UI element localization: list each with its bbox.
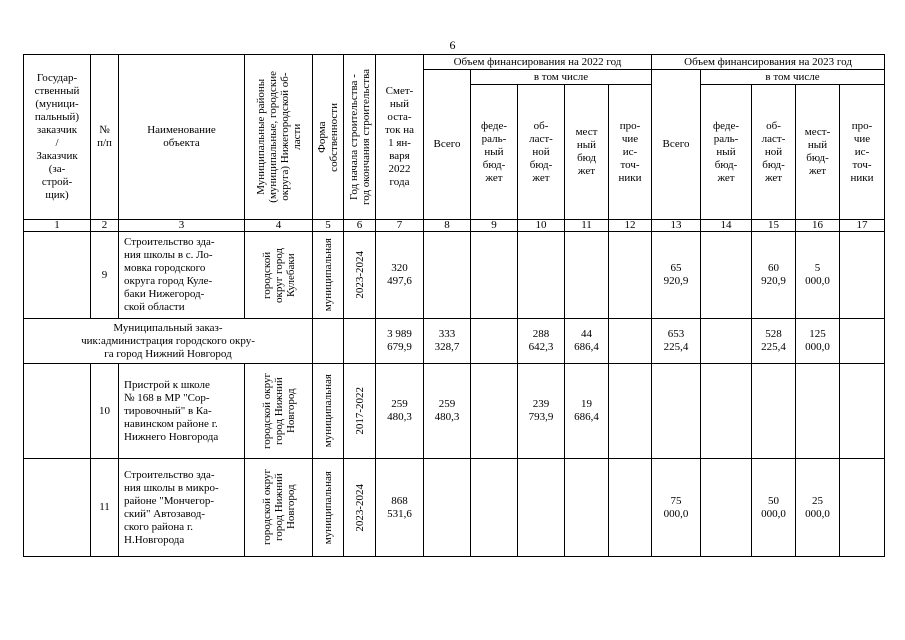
cell-federal-2023 [701,364,752,459]
column-number: 9 [471,220,518,232]
summary-regional-2022: 288 642,3 [518,319,565,364]
column-number: 7 [376,220,424,232]
cell-ownership: муниципальная [313,459,344,557]
cell-customer [24,232,91,319]
summary-local-2023: 125 000,0 [796,319,840,364]
header-row-1 [24,55,885,70]
cell-federal-2022 [471,364,518,459]
summary-total-2022: 333 328,7 [424,319,471,364]
cell-total-2022 [424,459,471,557]
cell-total-2023 [652,364,701,459]
summary-regional-2023: 528 225,4 [752,319,796,364]
page-number: 6 [449,38,456,52]
cell-federal-2022 [471,459,518,557]
cell-years: 2023-2024 [344,232,376,319]
header-regional-2023: об- ласт- ной бюд- жет [752,85,796,220]
header-including-2023: в том числе [701,70,885,85]
column-number: 15 [752,220,796,232]
column-number: 12 [609,220,652,232]
cell-total-2023: 75 000,0 [652,459,701,557]
cell-other-2023 [840,232,885,319]
summary-label: Муниципальный заказ- чик:администрация городского окру- га город Нижний Новгород [24,319,313,364]
cell-district: городской округ город Нижний Новгород [245,364,313,459]
column-number: 16 [796,220,840,232]
header-estimated: Смет- ный оста- ток на 1 ян- варя 2022 года [376,55,424,220]
summary-federal-2022 [471,319,518,364]
header-object-name: Наименование объекта [119,55,245,220]
cell-customer [24,459,91,557]
cell-num: 11 [91,459,119,557]
cell-customer [24,364,91,459]
cell-estimated: 868 531,6 [376,459,424,557]
table-row [24,364,885,459]
header-years: Год начала строительства - год окончания строительства [344,55,376,220]
cell-local-2023: 25 000,0 [796,459,840,557]
header-including-2022: в том числе [471,70,652,85]
column-number-row [24,220,885,232]
table-row [24,232,885,319]
header-customer: Государ- ственный (муници- пальный) заказчик / Заказчик (за- строй- щик) [24,55,91,220]
column-number: 3 [119,220,245,232]
header-fin-2023: Объем финансирования на 2023 год [652,55,885,70]
column-number: 11 [565,220,609,232]
cell-regional-2023 [752,364,796,459]
header-other-2023: про- чие ис- точ- ники [840,85,885,220]
cell-years: 2017-2022 [344,364,376,459]
column-number: 17 [840,220,885,232]
header-federal-2022: феде- раль- ный бюд- жет [471,85,518,220]
cell-object-name: Строительство зда- ния школы в микро- районе "Мончегор- ский" Автозавод- ского района г. Н.Новгорода [119,459,245,557]
cell-object-name: Пристрой к школе № 168 в МР "Сор- тировочный" в Ка- навинском районе г. Нижнего Новгорода [119,364,245,459]
header-local-2022: мест ный бюд жет [565,85,609,220]
financing-table [23,54,885,557]
cell-local-2023: 5 000,0 [796,232,840,319]
cell-total-2022 [424,232,471,319]
column-number: 5 [313,220,344,232]
cell-years [344,319,376,364]
column-number: 1 [24,220,91,232]
cell-estimated: 320 497,6 [376,232,424,319]
summary-federal-2023 [701,319,752,364]
cell-other-2023 [840,459,885,557]
header-local-2023: мест- ный бюд- жет [796,85,840,220]
cell-num: 10 [91,364,119,459]
cell-regional-2023: 50 000,0 [752,459,796,557]
cell-other-2023 [840,364,885,459]
column-number: 2 [91,220,119,232]
cell-federal-2023 [701,459,752,557]
cell-ownership [313,319,344,364]
summary-local-2022: 44 686,4 [565,319,609,364]
header-fin-2022: Объем финансирования на 2022 год [424,55,652,70]
cell-federal-2022 [471,232,518,319]
cell-regional-2022 [518,459,565,557]
cell-regional-2022 [518,232,565,319]
cell-local-2022: 19 686,4 [565,364,609,459]
table-row [24,459,885,557]
header-num: № п/п [91,55,119,220]
cell-local-2022 [565,459,609,557]
summary-row [24,319,885,364]
cell-regional-2022: 239 793,9 [518,364,565,459]
summary-other-2023 [840,319,885,364]
header-total-2023: Всего [652,70,701,220]
column-number: 10 [518,220,565,232]
cell-other-2022 [609,232,652,319]
summary-total-2023: 653 225,4 [652,319,701,364]
cell-local-2023 [796,364,840,459]
cell-object-name: Строительство зда- ния школы в с. Ло- мовка городского округа город Куле- баки Нижегород- ской области [119,232,245,319]
column-number: 4 [245,220,313,232]
column-number: 8 [424,220,471,232]
cell-ownership: муниципальная [313,232,344,319]
cell-total-2022: 259 480,3 [424,364,471,459]
column-number: 14 [701,220,752,232]
cell-other-2022 [609,459,652,557]
cell-local-2022 [565,232,609,319]
cell-district: городской округ город Нижний Новгород [245,459,313,557]
cell-ownership: муниципальная [313,364,344,459]
cell-estimated: 259 480,3 [376,364,424,459]
column-number: 13 [652,220,701,232]
cell-district: городской округ город Кулебаки [245,232,313,319]
header-regional-2022: об- ласт- ной бюд- жет [518,85,565,220]
cell-num: 9 [91,232,119,319]
cell-total-2023: 65 920,9 [652,232,701,319]
cell-regional-2023: 60 920,9 [752,232,796,319]
cell-years: 2023-2024 [344,459,376,557]
cell-other-2022 [609,364,652,459]
header-other-2022: про- чие ис- точ- ники [609,85,652,220]
summary-estimated: 3 989 679,9 [376,319,424,364]
summary-other-2022 [609,319,652,364]
header-ownership: Форма собственности [313,55,344,220]
header-total-2022: Всего [424,70,471,220]
header-federal-2023: феде- раль- ный бюд- жет [701,85,752,220]
column-number: 6 [344,220,376,232]
cell-federal-2023 [701,232,752,319]
header-district: Муниципальные районы (муниципальные, городские округа) Нижегородской об- ласти [245,55,313,220]
